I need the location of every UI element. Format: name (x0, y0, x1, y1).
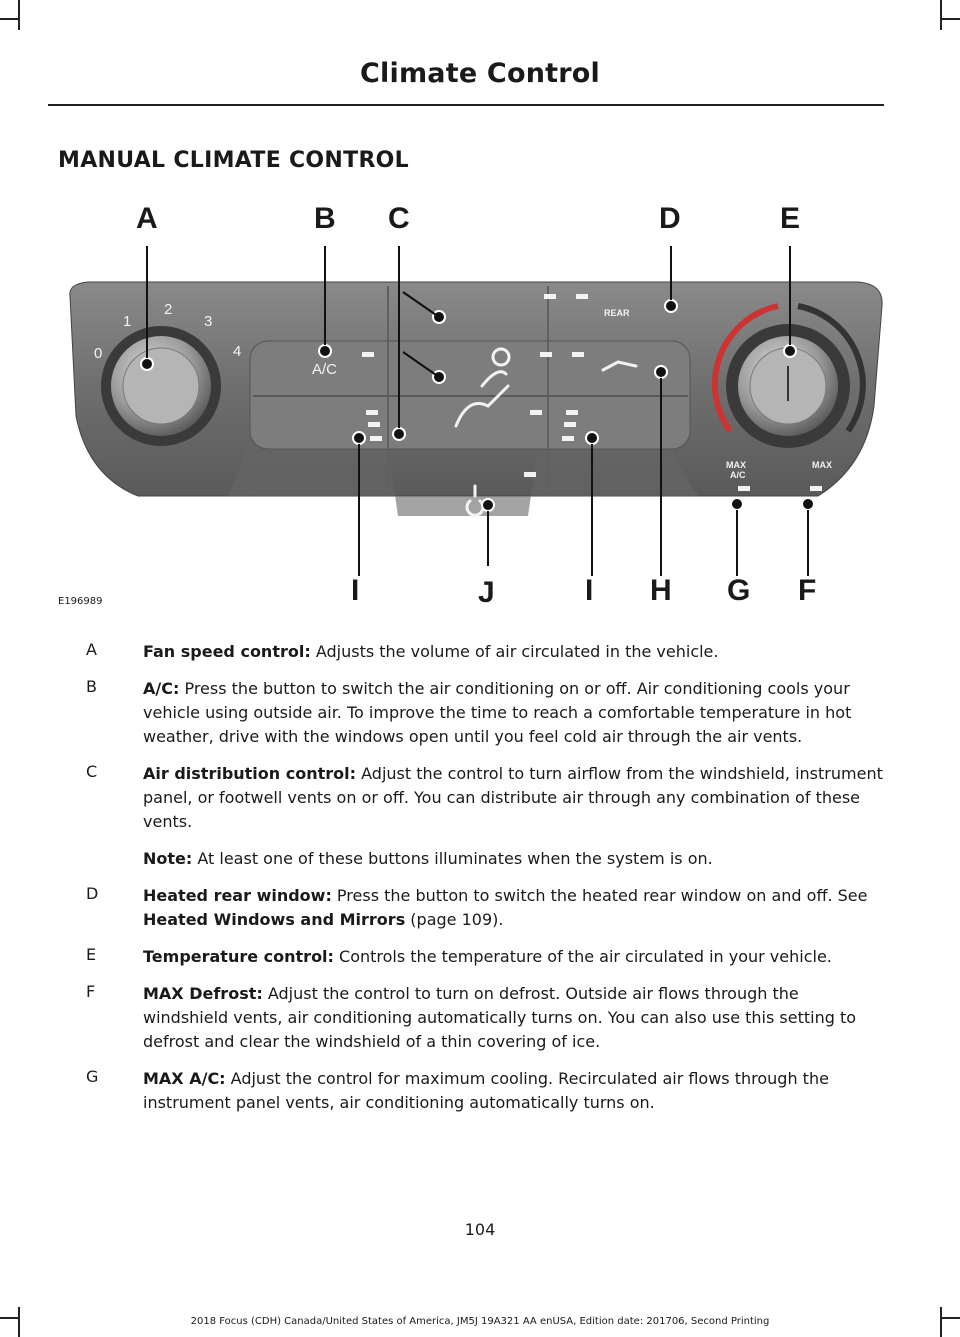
definition-text: MAX A/C: Adjust the control for maximum cooling. Recirculated air flows through the instrument panel vents, air conditioning automatically turns on. (143, 1069, 829, 1112)
callout-f: F (798, 574, 817, 607)
definition-text: Air distribution control: Adjust the control to turn airflow from the windshield, instrument panel, or footwell vents on or off. You can distribute air through any combination of these vents. (143, 764, 883, 831)
header-divider (48, 104, 884, 106)
definition-row-c (86, 762, 886, 834)
section-heading: MANUAL CLIMATE CONTROL (58, 148, 410, 173)
definition-key: A (86, 640, 97, 659)
callout-b: B (314, 202, 336, 235)
max-ac-label-top: MAX (726, 460, 746, 470)
definition-text: Fan speed control: Adjusts the volume of air circulated in the vehicle. (143, 642, 719, 661)
max-defrost-label: MAX (812, 460, 832, 470)
dial-label-2: 2 (164, 301, 173, 318)
page-footer: 2018 Focus (CDH) Canada/United States of America, JM5J 19A321 AA enUSA, Edition date: 201706, Second Printing (190, 1316, 770, 1327)
definition-list (86, 640, 886, 1128)
callout-g: G (727, 574, 751, 607)
definition-text: Heated rear window: Press the button to switch the heated rear window on and off. See Heated Windows and Mirrors (page 109). (143, 886, 868, 929)
callout-i-right: I (585, 574, 594, 607)
definition-key: C (86, 762, 98, 781)
ac-button-label: A/C (312, 361, 338, 378)
callout-e: E (780, 202, 801, 235)
page-number: 104 (464, 1220, 496, 1239)
note-text: Note: At least one of these buttons illuminates when the system is on. (143, 849, 713, 868)
callout-j: J (478, 576, 495, 609)
dial-label-1: 1 (123, 313, 132, 330)
dial-label-3: 3 (204, 313, 213, 330)
crop-mark (940, 0, 942, 30)
definition-row-d (86, 884, 886, 932)
definition-row-e (86, 945, 886, 969)
callout-a: A (136, 202, 158, 235)
definition-row-g (86, 1067, 886, 1115)
dial-label-0: 0 (94, 345, 103, 362)
figure-id: E196989 (58, 596, 103, 607)
definition-row-f (86, 982, 886, 1054)
definition-row-a (86, 640, 886, 664)
callout-h: H (650, 574, 672, 607)
max-ac-label-bottom: A/C (730, 470, 746, 480)
climate-panel-illustration (58, 196, 888, 614)
page-header-title: Climate Control (360, 58, 600, 89)
callout-c: C (388, 202, 410, 235)
definition-row-b (86, 677, 886, 749)
callout-i-left: I (351, 574, 360, 607)
cross-reference-link[interactable]: Heated Windows and Mirrors (143, 910, 406, 929)
definition-key: D (86, 884, 99, 903)
crop-mark (0, 18, 18, 20)
rear-button-label: REAR (604, 308, 630, 318)
climate-control-figure (58, 196, 888, 614)
definition-text: Temperature control: Controls the temperature of the air circulated in your vehicle. (143, 947, 832, 966)
crop-mark (942, 18, 960, 20)
crop-mark (18, 0, 20, 30)
callout-d: D (659, 202, 681, 235)
definition-key: G (86, 1067, 99, 1086)
definition-key: E (86, 945, 97, 964)
definition-text: A/C: Press the button to switch the air conditioning on or off. Air conditioning cools your vehicle using outside air. To improve the time to reach a comfortable temperature in hot weather, drive with the windows open until you feel cold air through the air vents. (143, 679, 852, 746)
note-row (86, 847, 886, 871)
definition-text: MAX Defrost: Adjust the control to turn on defrost. Outside air flows through the windshield vents, air conditioning automatically turns on. You can also use this setting to defrost and clear the windshield of a thin covering of ice. (143, 984, 857, 1051)
dial-label-4: 4 (233, 343, 242, 360)
definition-key: F (86, 982, 96, 1001)
definition-key: B (86, 677, 97, 696)
